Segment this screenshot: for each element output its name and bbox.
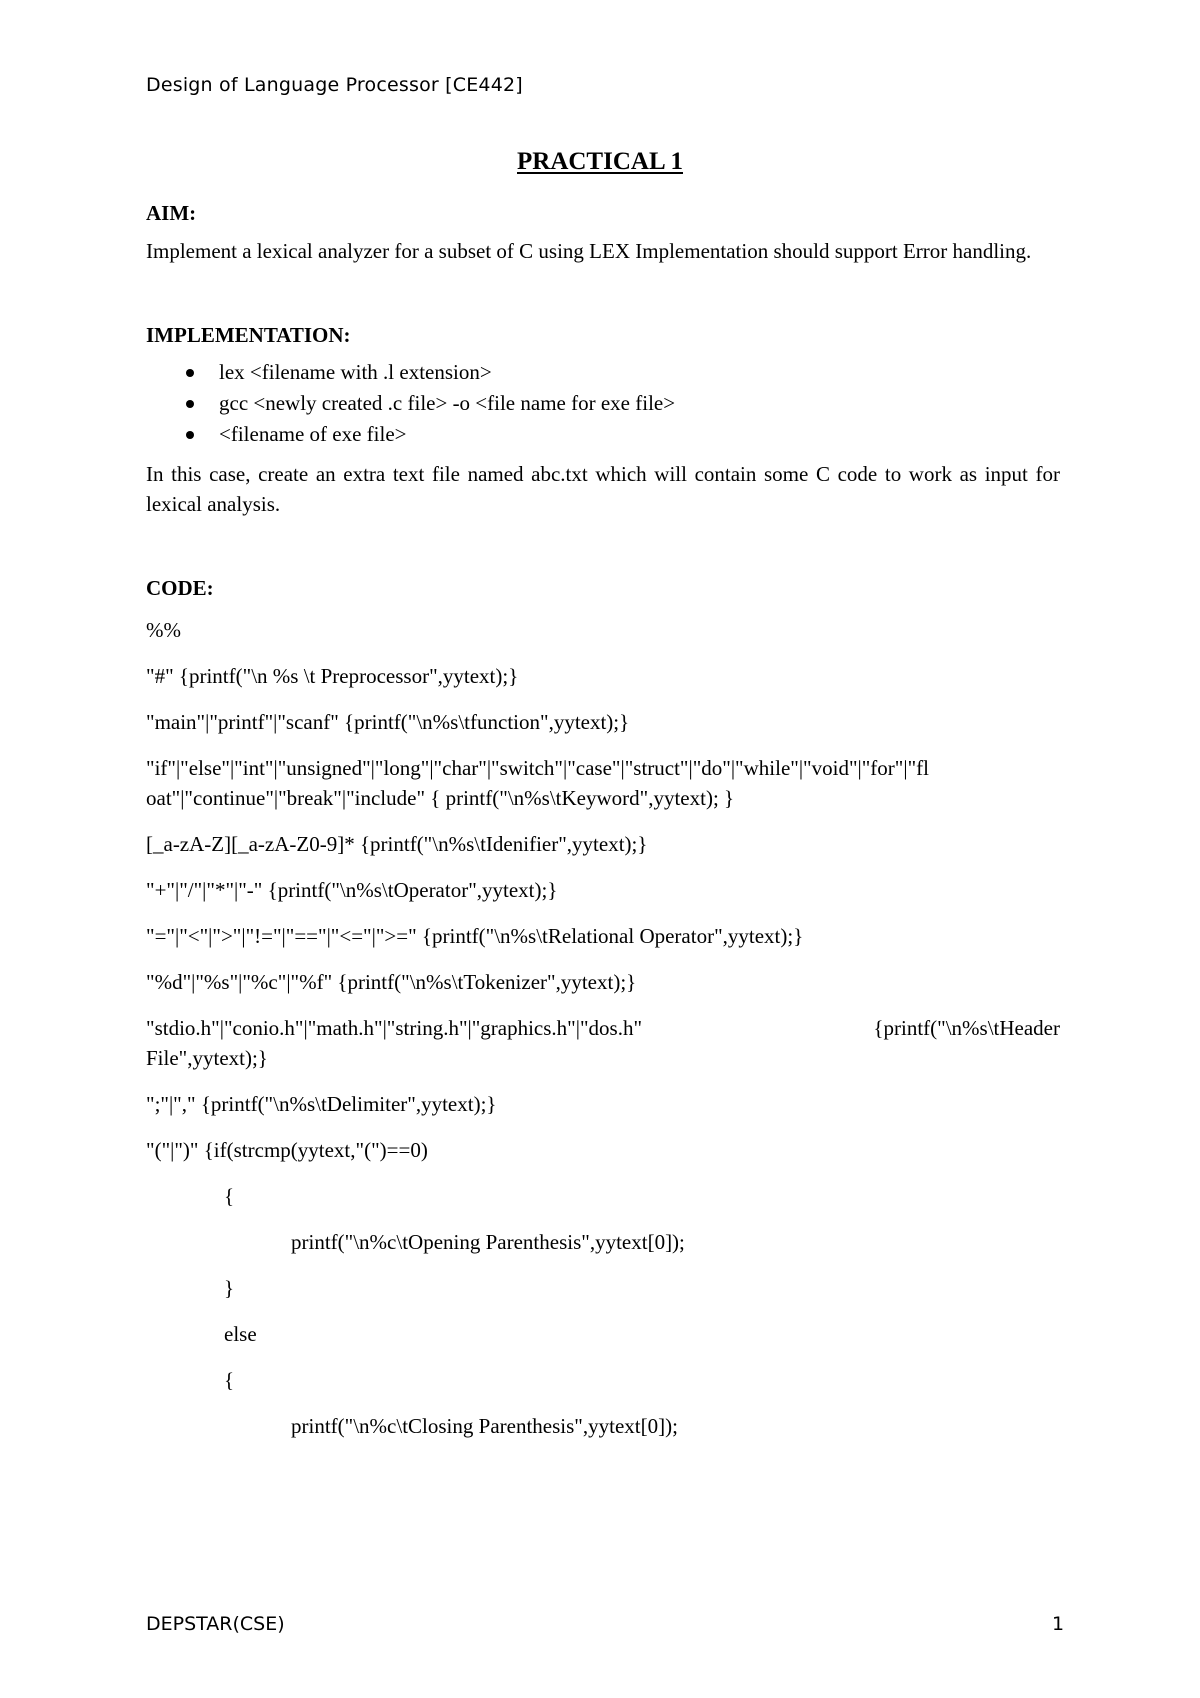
page-footer-dept: DEPSTAR(CSE) — [146, 1613, 285, 1635]
code-line: %% — [146, 618, 181, 642]
code-line: { — [224, 1368, 235, 1392]
code-line: { — [224, 1184, 235, 1208]
code-line: oat"|"continue"|"break"|"include" { printf("\n%s\tKeyword",yytext); } — [146, 786, 735, 810]
page-number: 1 — [1052, 1613, 1065, 1635]
bullet-icon — [186, 400, 194, 408]
code-line: File",yytext);} — [146, 1046, 268, 1070]
page-title: PRACTICAL 1 — [517, 148, 683, 175]
page-header: Design of Language Processor [CE442] — [146, 74, 523, 96]
code-line: "="|"<"|">"|"!="|"=="|"<="|">=" {printf("\n%s\tRelational Operator",yytext);} — [146, 924, 804, 948]
list-item: <filename of exe file> — [146, 419, 1060, 450]
code-line: } — [224, 1276, 235, 1300]
code-line: "main"|"printf"|"scanf" {printf("\n%s\tfunction",yytext);} — [146, 710, 630, 734]
bullet-icon — [186, 431, 194, 439]
code-line: printf("\n%c\tClosing Parenthesis",yytext[0]); — [291, 1414, 678, 1438]
aim-heading: AIM: — [146, 201, 197, 225]
code-line: "+"|"/"|"*"|"-" {printf("\n%s\tOperator",yytext);} — [146, 878, 558, 902]
aim-text: Implement a lexical analyzer for a subset of C using LEX Implementation should support Error handling. — [146, 239, 1032, 263]
code-line: else — [224, 1322, 257, 1346]
code-line: "("|")" {if(strcmp(yytext,"(")==0) — [146, 1138, 428, 1162]
implementation-list — [146, 357, 1060, 450]
code-line: printf("\n%c\tOpening Parenthesis",yytext[0]); — [291, 1230, 685, 1254]
code-line: [_a-zA-Z][_a-zA-Z0-9]* {printf("\n%s\tIdenifier",yytext);} — [146, 832, 648, 856]
code-line: ";"|"," {printf("\n%s\tDelimiter",yytext);} — [146, 1092, 497, 1116]
code-block — [146, 615, 1060, 1441]
code-line: "%d"|"%s"|"%c"|"%f" {printf("\n%s\tTokenizer",yytext);} — [146, 970, 637, 994]
list-item: gcc <newly created .c file> -o <file name for exe file> — [146, 388, 1060, 419]
document-body — [146, 198, 1060, 1441]
list-item: lex <filename with .l extension> — [146, 357, 1060, 388]
implementation-heading: IMPLEMENTATION: — [146, 323, 351, 347]
implementation-note: In this case, create an extra text file named abc.txt which will contain some C code to work as input for lexical analysis. — [146, 462, 1060, 516]
bullet-icon — [186, 369, 194, 377]
code-heading: CODE: — [146, 576, 214, 600]
code-line: "if"|"else"|"int"|"unsigned"|"long"|"char"|"switch"|"case"|"struct"|"do"|"while"|"void"|"for"|"fl — [146, 756, 929, 780]
code-line: "#" {printf("\n %s \t Preprocessor",yytext);} — [146, 664, 519, 688]
code-line: "stdio.h"|"conio.h"|"math.h"|"string.h"|"graphics.h"|"dos.h" {printf("\n%s\tHeader — [146, 1016, 1060, 1040]
